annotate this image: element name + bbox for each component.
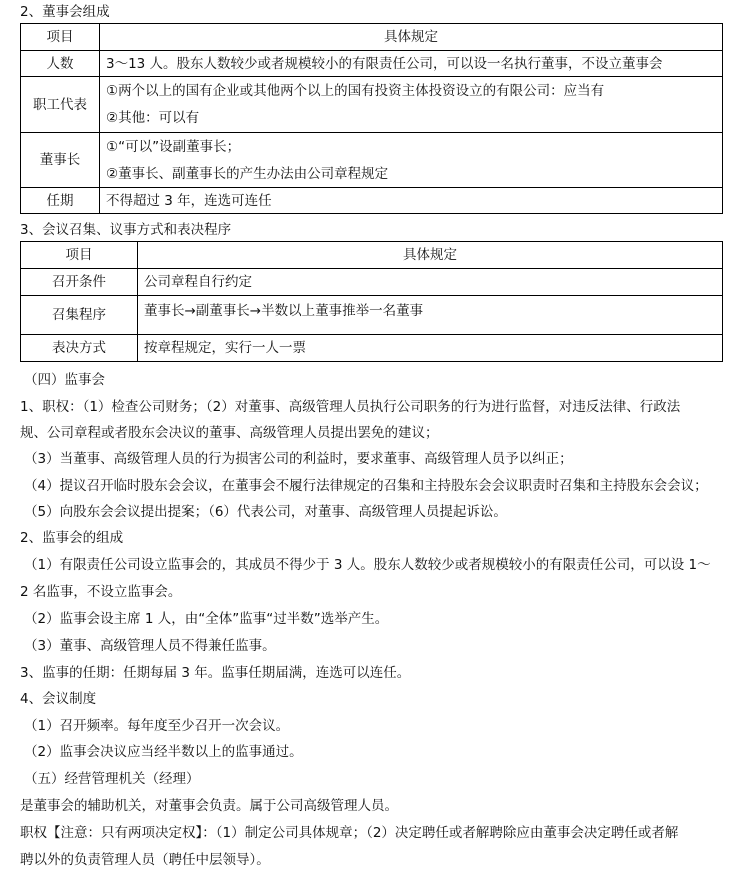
table-header-row: [21, 24, 723, 51]
table-row: [21, 133, 723, 188]
table-row: [21, 77, 723, 133]
paragraph-line: （3）当董事、高级管理人员的行为损害公司的利益时，要求董事、高级管理人员予以纠正；: [24, 451, 573, 467]
table-row: [21, 335, 723, 362]
table-header-row: [21, 242, 723, 269]
paragraph-heading: 2、监事会的组成: [20, 530, 124, 546]
header-item: 项目: [21, 24, 100, 51]
row-item: 召开条件: [21, 269, 138, 296]
row-item: 任期: [21, 188, 100, 214]
row-item: 人数: [21, 51, 100, 77]
row-item: 职工代表: [21, 77, 100, 133]
header-rule: 具体规定: [138, 242, 723, 269]
row-rule: [100, 77, 723, 133]
rule-line: ①“可以”设副董事长；: [106, 138, 241, 155]
paragraph-line: 聘以外的负责管理人员（聘任中层领导）。: [20, 852, 270, 868]
row-item: 表决方式: [21, 335, 138, 362]
row-rule: 3～13 人。股东人数较少或者规模较小的有限责任公司，可以设一名执行董事，不设立董事会: [100, 51, 723, 77]
paragraph-line: 2 名监事，不设立监事会。: [20, 584, 182, 600]
subsection-heading: （五）经营管理机关（经理）: [24, 771, 200, 787]
paragraph-line: （2）监事会决议应当经半数以上的监事通过。: [24, 744, 303, 760]
paragraph-line: （2）监事会设主席 1 人，由“全体”监事“过半数”选举产生。: [24, 611, 389, 627]
paragraph-line: （1）有限责任公司设立监事会的，其成员不得少于 3 人。股东人数较少或者规模较小的有限责任公司，可以设 1～: [24, 557, 711, 573]
row-item: 董事长: [21, 133, 100, 188]
paragraph-line: （4）提议召开临时股东会会议，在董事会不履行法律规定的召集和主持股东会会议职责时召集和主持股东会会议；: [24, 478, 708, 494]
table-row: [21, 269, 723, 296]
row-item: 召集程序: [21, 296, 138, 335]
header-rule: 具体规定: [100, 24, 723, 51]
paragraph-line: 是董事会的辅助机关，对董事会负责。属于公司高级管理人员。: [20, 798, 398, 814]
paragraph-heading: 4、会议制度: [20, 691, 97, 707]
row-rule: 不得超过 3 年，连选可连任: [100, 188, 723, 214]
row-rule: [100, 133, 723, 188]
paragraph-line: 3、监事的任期：任期每届 3 年。监事任期届满，连选可以连任。: [20, 665, 411, 681]
row-rule: 公司章程自行约定: [138, 269, 723, 296]
board-composition-table: [20, 23, 723, 214]
rule-line: ②其他：可以有: [106, 110, 200, 126]
row-rule: 董事长→副董事长→半数以上董事推举一名董事: [138, 296, 723, 335]
table-row: [21, 188, 723, 214]
section-heading: 2、董事会组成: [20, 4, 110, 20]
rule-line: ②董事长、副董事长的产生办法由公司章程规定: [106, 165, 389, 182]
rule-line: ①两个以上的国有企业或其他两个以上的国有投资主体投资设立的有限公司：应当有: [106, 83, 605, 99]
subsection-heading: （四）监事会: [24, 372, 105, 388]
paragraph-line: 1、职权：（1）检查公司财务；（2）对董事、高级管理人员执行公司职务的行为进行监督，对违反法律、行政法: [20, 399, 681, 415]
row-rule: 按章程规定，实行一人一票: [138, 335, 723, 362]
meeting-procedure-table: [20, 241, 723, 362]
section-heading: 3、会议召集、议事方式和表决程序: [20, 222, 232, 238]
paragraph-line: （5）向股东会会议提出提案；（6）代表公司，对董事、高级管理人员提起诉讼。: [24, 504, 507, 520]
header-item: 项目: [21, 242, 138, 269]
table-row: [21, 51, 723, 77]
table-row: [21, 296, 723, 335]
paragraph-line: 规、公司章程或者股东会决议的董事、高级管理人员提出罢免的建议；: [20, 425, 439, 441]
paragraph-line: （3）董事、高级管理人员不得兼任监事。: [24, 638, 276, 654]
paragraph-line: （1）召开频率。每年度至少召开一次会议。: [24, 718, 290, 734]
paragraph-line: 职权【注意：只有两项决定权】：（1）制定公司具体规章；（2）决定聘任或者解聘除应由董事会决定聘任或者解: [20, 825, 679, 841]
